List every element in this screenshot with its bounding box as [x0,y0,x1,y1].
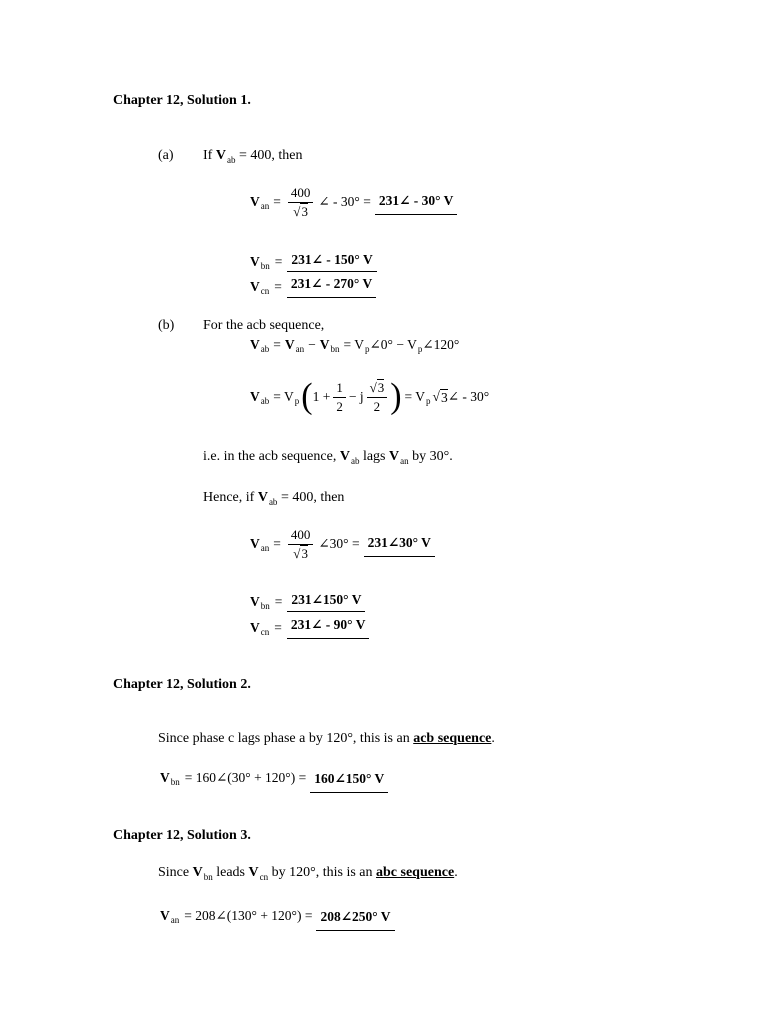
sub-an: an [260,201,270,212]
sqrt-symbol: √ [369,379,377,395]
fraction [288,528,314,560]
part-b-label: (b) [158,318,175,333]
solution-3-statement [158,865,458,881]
close-paren: ) [390,377,402,416]
period: . [454,865,458,880]
fraction-numerator: 400 [288,186,314,203]
equals-sign: = [273,337,281,352]
rhs-term: ∠0° − V [369,337,417,352]
hence-statement [203,490,344,506]
answer-van: 208∠250° V [316,909,394,931]
equals-sign: = [273,194,281,210]
answer-vcn: 231∠ - 90° V [287,617,370,639]
solution-2-statement [158,731,495,747]
text-lags: lags [362,449,386,464]
sqrt-value: 3 [377,379,385,395]
one-plus: 1 + [312,389,331,404]
sub-cn: cn [260,286,270,296]
sub-p: p [294,396,300,406]
text: i.e. in the acb sequence, [203,449,337,464]
equals-vp: = V [404,389,426,404]
var-V: V [389,449,400,464]
var-V: V [248,865,259,880]
equation-vbn-b [250,592,365,612]
sqrt-symbol: √ [432,389,440,404]
var-V: V [257,490,268,505]
sub-bn: bn [203,872,213,882]
open-paren: ( [301,377,313,416]
var-V: V [250,594,260,609]
fraction-numerator: 1 [333,381,346,398]
solution-3-equation [160,905,395,927]
sub-ab: ab [268,497,278,507]
sub-ab: ab [350,456,360,466]
var-V: V [250,620,260,635]
equation-vcn-a [250,276,376,298]
angle-text: ∠30° = [318,536,360,552]
var-V: V [339,449,350,464]
text: by 30°. [412,449,453,464]
answer-vbn: 231∠150° V [287,592,365,612]
sub-bn: bn [330,344,340,354]
solution-2-equation [160,767,388,789]
var-V: V [250,279,260,294]
text-rest: = 400, then [238,148,303,163]
minus-sign: − [308,337,316,352]
fraction-numerator: 400 [288,528,314,545]
sub-an: an [260,543,270,554]
answer-vbn: 160∠150° V [310,771,388,793]
minus-j: − j [348,389,364,404]
text: Since [158,865,190,880]
answer-van: 231∠30° V [364,535,435,557]
answer-van: 231∠ - 30° V [375,193,458,215]
solution-2-heading: Chapter 12, Solution 2. [113,677,251,692]
fraction-denominator [293,203,308,219]
sqrt-value: 3 [440,389,448,405]
var-V: V [250,389,260,404]
sub-ab: ab [260,344,270,354]
equation-van-a [250,186,457,218]
acb-sequence-term: acb sequence [413,731,492,746]
var-V: V [284,337,295,352]
ie-statement [203,449,453,465]
fraction-denominator: 2 [373,398,381,414]
text: by 120°, this is an [271,865,373,880]
sqrt-value: 3 [301,203,308,219]
var-V: V [319,337,330,352]
abc-sequence-term: abc sequence [376,865,455,880]
text-leads: leads [216,865,245,880]
part-a-label: (a) [158,148,174,163]
text-if: If [203,148,213,163]
rhs-expression: = 208∠(130° + 120°) = [184,908,313,923]
equals-sign: = [274,279,282,294]
sub-bn: bn [260,261,270,271]
var-V: V [192,865,203,880]
sub-an: an [170,915,180,925]
equals-sign: = [273,536,281,552]
period: . [491,731,495,746]
equals-sign: = [274,254,283,269]
fraction-root3-half [367,381,388,413]
solution-3-heading: Chapter 12, Solution 3. [113,828,251,843]
var-V: V [250,337,260,352]
var-V: V [160,770,170,785]
sub-an: an [400,456,409,466]
sub-p: p [426,396,431,406]
part-a-statement [203,148,302,164]
equals-sign: = [274,620,282,635]
answer-vbn: 231∠ - 150° V [287,252,376,272]
text: Since phase c lags phase a by 120°, this is an [158,731,410,746]
var-V: V [250,194,260,210]
angle-text: ∠ - 30° [447,389,490,404]
fraction [288,186,314,218]
fraction-half [333,381,346,413]
fraction-denominator: 2 [336,398,343,414]
part-b-statement: For the acb sequence, [203,318,325,333]
equation-vab-difference [250,337,459,353]
var-V: V [215,148,226,163]
sub-p: p [417,344,423,354]
equation-vcn-b [250,617,369,639]
equals-sign: = [274,594,283,609]
sub-bn: bn [260,601,270,611]
rhs-expression: = 160∠(30° + 120°) = [184,770,307,785]
sub-ab: ab [226,155,236,165]
angle-text: ∠ - 30° = [318,194,371,210]
var-V: V [160,908,170,923]
rhs-term: = V [343,337,364,352]
solution-1-heading: Chapter 12, Solution 1. [113,93,251,108]
equals-vp: = V [273,389,294,404]
fraction-numerator [367,381,388,398]
sub-cn: cn [259,872,269,882]
sub-p: p [365,344,370,354]
sub-bn: bn [170,777,180,787]
sqrt-symbol: √ [293,203,301,219]
var-V: V [250,536,260,552]
equation-van-b [250,528,435,560]
sub-an: an [295,344,305,354]
equation-vab-expanded [250,377,490,416]
var-V: V [250,254,260,269]
fraction-denominator [293,545,308,561]
sqrt-symbol: √ [293,545,301,561]
sub-ab: ab [260,396,270,406]
text: Hence, if [203,490,255,505]
equation-vbn-a [250,252,377,272]
text: = 400, then [280,490,345,505]
sqrt-value: 3 [301,545,308,561]
rhs-term: ∠120° [422,337,460,352]
sub-cn: cn [260,627,270,637]
answer-vcn: 231∠ - 270° V [287,276,376,298]
